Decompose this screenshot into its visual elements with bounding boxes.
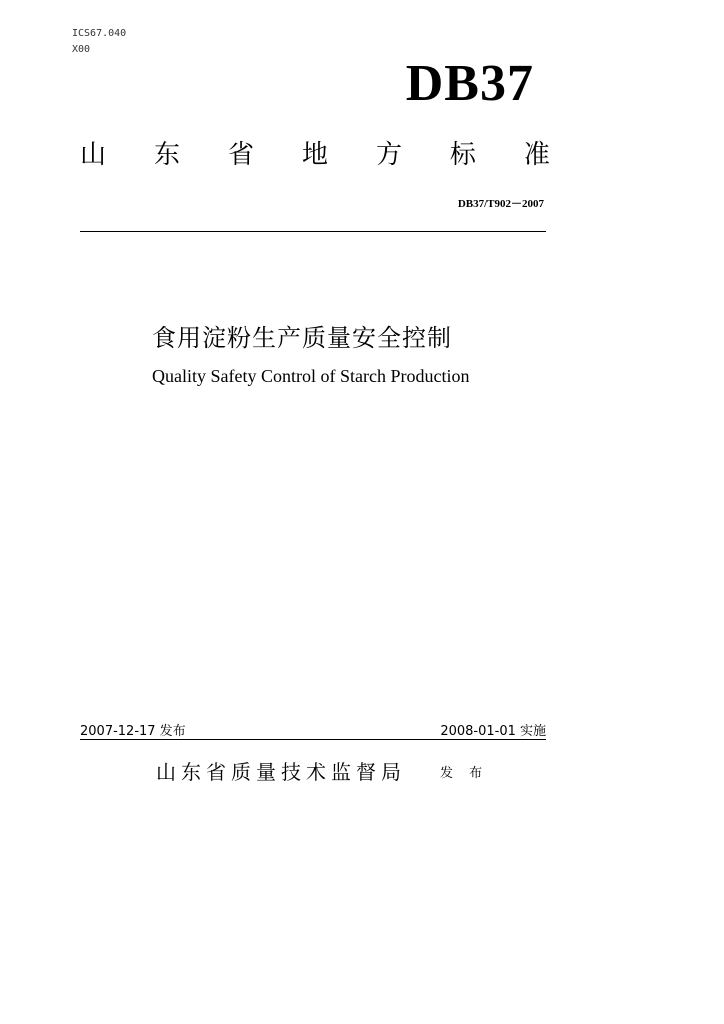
standard-type-char: 省 [227,140,254,170]
standard-type-char: 东 [153,140,180,170]
standard-number: DB37/T902－2007 [457,198,544,210]
ics-code: ICS67.040 [72,28,127,39]
issuing-authority: 山东省质量技术监督局 [156,760,406,784]
standard-type-char: 地 [301,140,328,170]
standard-type-heading [80,141,550,170]
implementation-date: 2008-01-01 实施 [440,724,546,739]
classification-code: X00 [72,44,91,55]
header-divider [80,231,546,232]
issuing-authority-suffix: 发 布 [440,766,489,781]
document-title-english: Quality Safety Control of Starch Production [152,366,470,386]
document-title-chinese: 食用淀粉生产质量安全控制 [152,324,452,352]
standard-code-large: DB37 [405,55,534,112]
standard-type-char: 山 [80,140,107,170]
standard-type-char: 方 [375,140,402,170]
standard-type-char: 标 [449,140,476,170]
standard-type-char: 准 [523,140,550,170]
footer-divider [80,739,546,740]
issue-date: 2007-12-17 发布 [80,724,186,739]
